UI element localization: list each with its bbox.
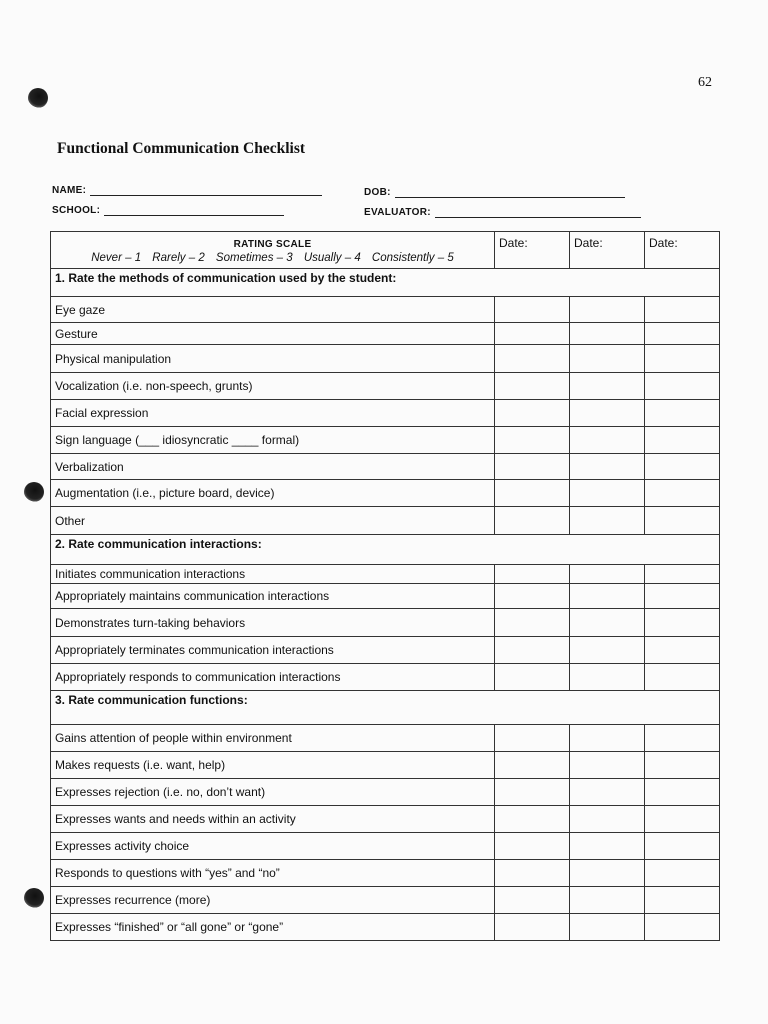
item-label: Eye gaze bbox=[51, 297, 495, 323]
rating-cell-date-1[interactable] bbox=[495, 725, 570, 752]
name-label: NAME: bbox=[52, 185, 87, 196]
rating-cell-date-1[interactable] bbox=[495, 860, 570, 887]
section-heading-row bbox=[51, 535, 720, 565]
rating-cell-date-3[interactable] bbox=[645, 833, 720, 860]
item-label: Appropriately responds to communication interactions bbox=[51, 664, 495, 691]
rating-cell-date-2[interactable] bbox=[570, 833, 645, 860]
rating-cell-date-2[interactable] bbox=[570, 584, 645, 609]
rating-cell-date-1[interactable] bbox=[495, 779, 570, 806]
rating-consistently: Consistently – 5 bbox=[371, 251, 454, 264]
date-header-3: Date: bbox=[645, 232, 720, 269]
checklist-row bbox=[51, 507, 720, 535]
checklist-row bbox=[51, 400, 720, 427]
item-label: Responds to questions with “yes” and “no” bbox=[51, 860, 495, 887]
dob-field[interactable] bbox=[364, 182, 625, 198]
checklist-row bbox=[51, 725, 720, 752]
section-heading: 3. Rate communication functions: bbox=[51, 691, 720, 725]
rating-never: Never – 1 bbox=[91, 251, 142, 264]
rating-scale-items bbox=[55, 252, 490, 264]
item-label: Expresses recurrence (more) bbox=[51, 887, 495, 914]
checklist-row bbox=[51, 887, 720, 914]
name-field[interactable] bbox=[52, 180, 322, 196]
rating-cell-date-1[interactable] bbox=[495, 507, 570, 535]
rating-cell-date-3[interactable] bbox=[645, 779, 720, 806]
item-label: Sign language (___ idiosyncratic ____ formal) bbox=[51, 427, 495, 454]
rating-cell-date-2[interactable] bbox=[570, 806, 645, 833]
rating-usually: Usually – 4 bbox=[303, 251, 361, 264]
name-line[interactable] bbox=[90, 183, 322, 196]
item-label: Demonstrates turn-taking behaviors bbox=[51, 609, 495, 637]
checklist-row bbox=[51, 779, 720, 806]
item-label: Initiates communication interactions bbox=[51, 565, 495, 584]
rating-cell-date-3[interactable] bbox=[645, 806, 720, 833]
rating-cell-date-2[interactable] bbox=[570, 860, 645, 887]
rating-cell-date-2[interactable] bbox=[570, 427, 645, 454]
rating-cell-date-3[interactable] bbox=[645, 345, 720, 373]
punch-hole-top bbox=[28, 88, 48, 108]
section-heading: 1. Rate the methods of communication used by the student: bbox=[51, 269, 720, 297]
checklist-row bbox=[51, 373, 720, 400]
rating-cell-date-3[interactable] bbox=[645, 584, 720, 609]
item-label: Makes requests (i.e. want, help) bbox=[51, 752, 495, 779]
rating-cell-date-2[interactable] bbox=[570, 664, 645, 691]
rating-cell-date-1[interactable] bbox=[495, 609, 570, 637]
item-label: Expresses wants and needs within an activity bbox=[51, 806, 495, 833]
header-row bbox=[51, 232, 720, 269]
item-label: Expresses activity choice bbox=[51, 833, 495, 860]
checklist-row bbox=[51, 297, 720, 323]
rating-cell-date-2[interactable] bbox=[570, 609, 645, 637]
rating-cell-date-2[interactable] bbox=[570, 565, 645, 584]
rating-cell-date-2[interactable] bbox=[570, 480, 645, 507]
rating-cell-date-1[interactable] bbox=[495, 480, 570, 507]
rating-cell-date-3[interactable] bbox=[645, 400, 720, 427]
rating-cell-date-1[interactable] bbox=[495, 637, 570, 664]
rating-scale-cell bbox=[51, 232, 495, 269]
rating-cell-date-1[interactable] bbox=[495, 323, 570, 345]
dob-line[interactable] bbox=[395, 185, 625, 198]
rating-cell-date-1[interactable] bbox=[495, 427, 570, 454]
rating-cell-date-1[interactable] bbox=[495, 373, 570, 400]
rating-cell-date-1[interactable] bbox=[495, 752, 570, 779]
rating-cell-date-3[interactable] bbox=[645, 373, 720, 400]
rating-cell-date-2[interactable] bbox=[570, 887, 645, 914]
checklist-row bbox=[51, 323, 720, 345]
checklist-row bbox=[51, 752, 720, 779]
checklist-row bbox=[51, 427, 720, 454]
item-label: Physical manipulation bbox=[51, 345, 495, 373]
rating-cell-date-2[interactable] bbox=[570, 297, 645, 323]
section-heading: 2. Rate communication interactions: bbox=[51, 535, 720, 565]
rating-cell-date-2[interactable] bbox=[570, 752, 645, 779]
date-header-1: Date: bbox=[495, 232, 570, 269]
checklist-row bbox=[51, 664, 720, 691]
rating-cell-date-3[interactable] bbox=[645, 323, 720, 345]
rating-cell-date-1[interactable] bbox=[495, 400, 570, 427]
item-label: Gains attention of people within environment bbox=[51, 725, 495, 752]
checklist-row bbox=[51, 833, 720, 860]
item-label: Expresses “finished” or “all gone” or “gone” bbox=[51, 914, 495, 941]
rating-cell-date-3[interactable] bbox=[645, 609, 720, 637]
evaluator-line[interactable] bbox=[435, 205, 641, 218]
rating-rarely: Rarely – 2 bbox=[152, 251, 205, 264]
item-label: Vocalization (i.e. non-speech, grunts) bbox=[51, 373, 495, 400]
evaluator-field[interactable] bbox=[364, 202, 641, 218]
school-label: SCHOOL: bbox=[52, 205, 101, 216]
rating-cell-date-1[interactable] bbox=[495, 345, 570, 373]
rating-scale-title: RATING SCALE bbox=[233, 238, 312, 250]
checklist-row bbox=[51, 914, 720, 941]
rating-cell-date-2[interactable] bbox=[570, 914, 645, 941]
checklist-row bbox=[51, 565, 720, 584]
checklist-row bbox=[51, 637, 720, 664]
rating-cell-date-1[interactable] bbox=[495, 664, 570, 691]
rating-sometimes: Sometimes – 3 bbox=[215, 251, 293, 264]
checklist-row bbox=[51, 609, 720, 637]
item-label: Verbalization bbox=[51, 454, 495, 480]
checklist-row bbox=[51, 584, 720, 609]
rating-cell-date-1[interactable] bbox=[495, 565, 570, 584]
school-field[interactable] bbox=[52, 200, 284, 216]
evaluator-label: EVALUATOR: bbox=[364, 207, 431, 218]
rating-cell-date-3[interactable] bbox=[645, 637, 720, 664]
rating-cell-date-2[interactable] bbox=[570, 725, 645, 752]
rating-cell-date-2[interactable] bbox=[570, 345, 645, 373]
rating-cell-date-3[interactable] bbox=[645, 664, 720, 691]
item-label: Facial expression bbox=[51, 400, 495, 427]
rating-cell-date-3[interactable] bbox=[645, 507, 720, 535]
item-label: Gesture bbox=[51, 323, 495, 345]
checklist-row bbox=[51, 454, 720, 480]
page-number: 62 bbox=[698, 75, 712, 90]
school-line[interactable] bbox=[104, 203, 284, 216]
rating-cell-date-1[interactable] bbox=[495, 914, 570, 941]
rating-cell-date-2[interactable] bbox=[570, 323, 645, 345]
section-heading-row bbox=[51, 691, 720, 725]
rating-cell-date-3[interactable] bbox=[645, 480, 720, 507]
checklist-table bbox=[50, 231, 720, 941]
rating-cell-date-1[interactable] bbox=[495, 833, 570, 860]
date-header-2: Date: bbox=[570, 232, 645, 269]
rating-cell-date-2[interactable] bbox=[570, 507, 645, 535]
item-label: Augmentation (i.e., picture board, device) bbox=[51, 480, 495, 507]
rating-cell-date-1[interactable] bbox=[495, 454, 570, 480]
punch-hole-middle bbox=[24, 482, 44, 502]
rating-cell-date-2[interactable] bbox=[570, 373, 645, 400]
rating-cell-date-3[interactable] bbox=[645, 914, 720, 941]
item-label: Expresses rejection (i.e. no, don’t want) bbox=[51, 779, 495, 806]
rating-cell-date-3[interactable] bbox=[645, 454, 720, 480]
rating-cell-date-3[interactable] bbox=[645, 887, 720, 914]
rating-cell-date-3[interactable] bbox=[645, 725, 720, 752]
rating-cell-date-2[interactable] bbox=[570, 454, 645, 480]
item-label: Appropriately terminates communication interactions bbox=[51, 637, 495, 664]
page-title: Functional Communication Checklist bbox=[57, 140, 306, 157]
rating-cell-date-2[interactable] bbox=[570, 779, 645, 806]
item-label: Other bbox=[51, 507, 495, 535]
rating-cell-date-1[interactable] bbox=[495, 806, 570, 833]
rating-cell-date-2[interactable] bbox=[570, 637, 645, 664]
rating-cell-date-1[interactable] bbox=[495, 584, 570, 609]
rating-cell-date-2[interactable] bbox=[570, 400, 645, 427]
section-heading-row bbox=[51, 269, 720, 297]
rating-cell-date-3[interactable] bbox=[645, 427, 720, 454]
checklist-row bbox=[51, 860, 720, 887]
dob-label: DOB: bbox=[364, 187, 391, 198]
rating-cell-date-3[interactable] bbox=[645, 752, 720, 779]
checklist-row bbox=[51, 480, 720, 507]
checklist-row bbox=[51, 345, 720, 373]
rating-cell-date-3[interactable] bbox=[645, 565, 720, 584]
rating-cell-date-3[interactable] bbox=[645, 297, 720, 323]
punch-hole-bottom bbox=[24, 888, 44, 908]
rating-cell-date-1[interactable] bbox=[495, 887, 570, 914]
item-label: Appropriately maintains communication interactions bbox=[51, 584, 495, 609]
rating-cell-date-3[interactable] bbox=[645, 860, 720, 887]
rating-cell-date-1[interactable] bbox=[495, 297, 570, 323]
checklist-row bbox=[51, 806, 720, 833]
